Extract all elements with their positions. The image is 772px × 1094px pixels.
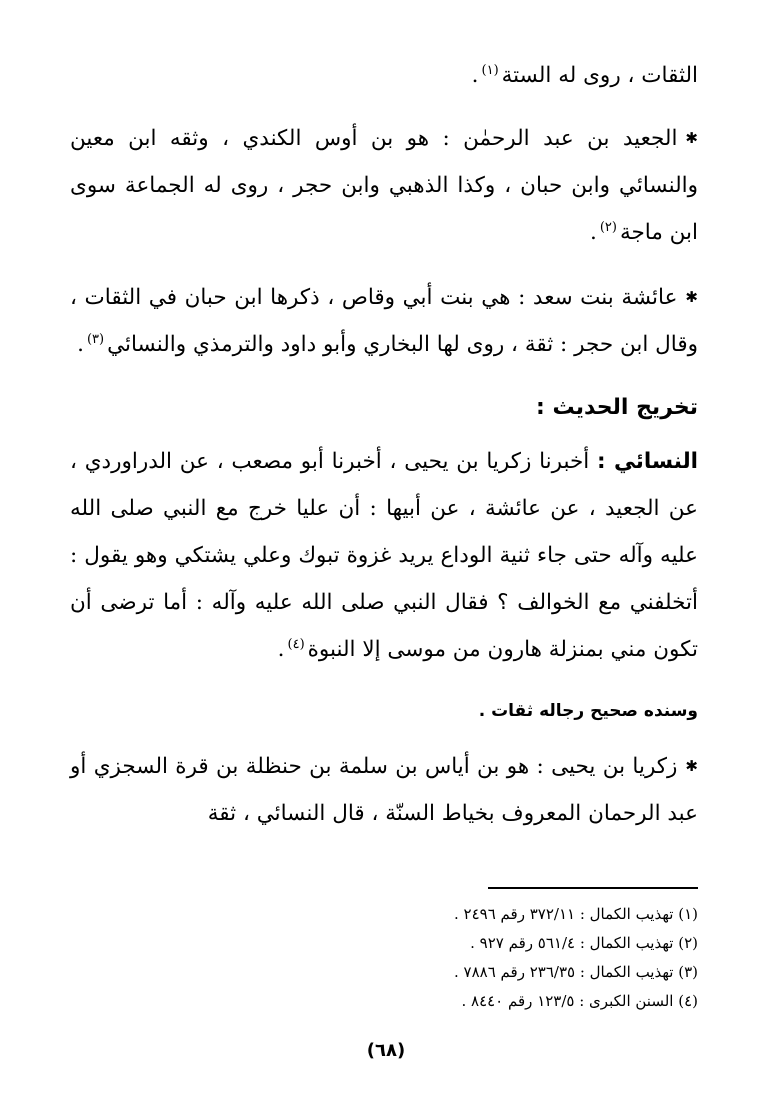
page-number: (٦٨) xyxy=(366,1040,406,1061)
paragraph-text: زكريا بن يحيى : هو بن أياس بن سلمة بن حنظلة بن قرة السجزي أو عبد الرحمان المعروف بخياط السنّة ، قال النسائي ، ثقة xyxy=(70,754,698,826)
footnote-2: (٢) تهذيب الكمال : ٥٦١/٤ رقم ٩٢٧ . xyxy=(470,934,698,952)
paragraph-narrator-aisha xyxy=(70,274,698,368)
paragraph-narrator-zakariya xyxy=(70,743,698,837)
paragraph-text: الجعيد بن عبد الرحمٰن : هو بن أوس الكندي ، وثقه ابن معين والنسائي وابن حبان ، وكذا الذهبي وابن حجر ، روى له الجماعة سوى ابن ماجة xyxy=(70,126,698,245)
footnote-1: (١) تهذيب الكمال : ٣٧٢/١١ رقم ٢٤٩٦ . xyxy=(454,905,698,923)
page-body xyxy=(70,52,698,855)
paragraph-text: عائشة بنت سعد : هي بنت أبي وقاص ، ذكرها ابن حبان في الثقات ، وقال ابن حجر : ثقة ، روى لها البخاري وأبو داود والترمذي والنسائي xyxy=(70,285,698,357)
paragraph-1 xyxy=(70,52,698,99)
paragraph-end: . xyxy=(277,637,285,662)
paragraph-text: أخبرنا زكريا بن يحيى ، أخبرنا أبو مصعب ، عن الدراوردي ، عن الجعيد ، عن عائشة ، عن أبيها : أن عليا خرج مع النبي صلى الله عليه وآله حتى جاء ثنية الوداع يريد غزوة تبوك وعلي يشتكي وهو يقول : أتخلفني مع الخوالف ؟ فقال النبي صلى الله عليه وآله : أما ترضى أن تكون مني بمنزلة هارون من موسى إلا النبوة xyxy=(70,449,698,662)
paragraph-hadith xyxy=(70,438,698,673)
paragraph-end: . xyxy=(77,332,84,357)
footnotes xyxy=(70,900,698,1016)
source-label: النسائي : xyxy=(597,449,699,474)
paragraph-text: الثقات ، روى له الستة xyxy=(501,63,698,88)
section-subheading: وسنده صحيح رجاله ثقات . xyxy=(478,701,698,721)
section-heading: تخريج الحديث : xyxy=(536,395,698,420)
footnote-ref[interactable]: (٢) xyxy=(599,219,617,235)
footnote-ref[interactable]: (١) xyxy=(481,62,499,78)
footnote-ref[interactable]: (٣) xyxy=(86,331,105,347)
paragraph-end: . xyxy=(589,220,597,245)
footnote-ref[interactable]: (٤) xyxy=(287,636,305,652)
asterisk-icon: ✱ xyxy=(685,757,698,775)
footnote-3: (٣) تهذيب الكمال : ٢٣٦/٣٥ رقم ٧٨٨٦ . xyxy=(454,963,698,981)
footnote-4: (٤) السنن الكبرى : ١٢٣/٥ رقم ٨٤٤٠ . xyxy=(461,992,698,1010)
paragraph-narrator-jaid xyxy=(70,115,698,256)
footnote-divider xyxy=(488,887,698,889)
asterisk-icon: ✱ xyxy=(685,288,698,306)
asterisk-icon: ✱ xyxy=(685,129,698,147)
paragraph-end: . xyxy=(471,63,479,88)
